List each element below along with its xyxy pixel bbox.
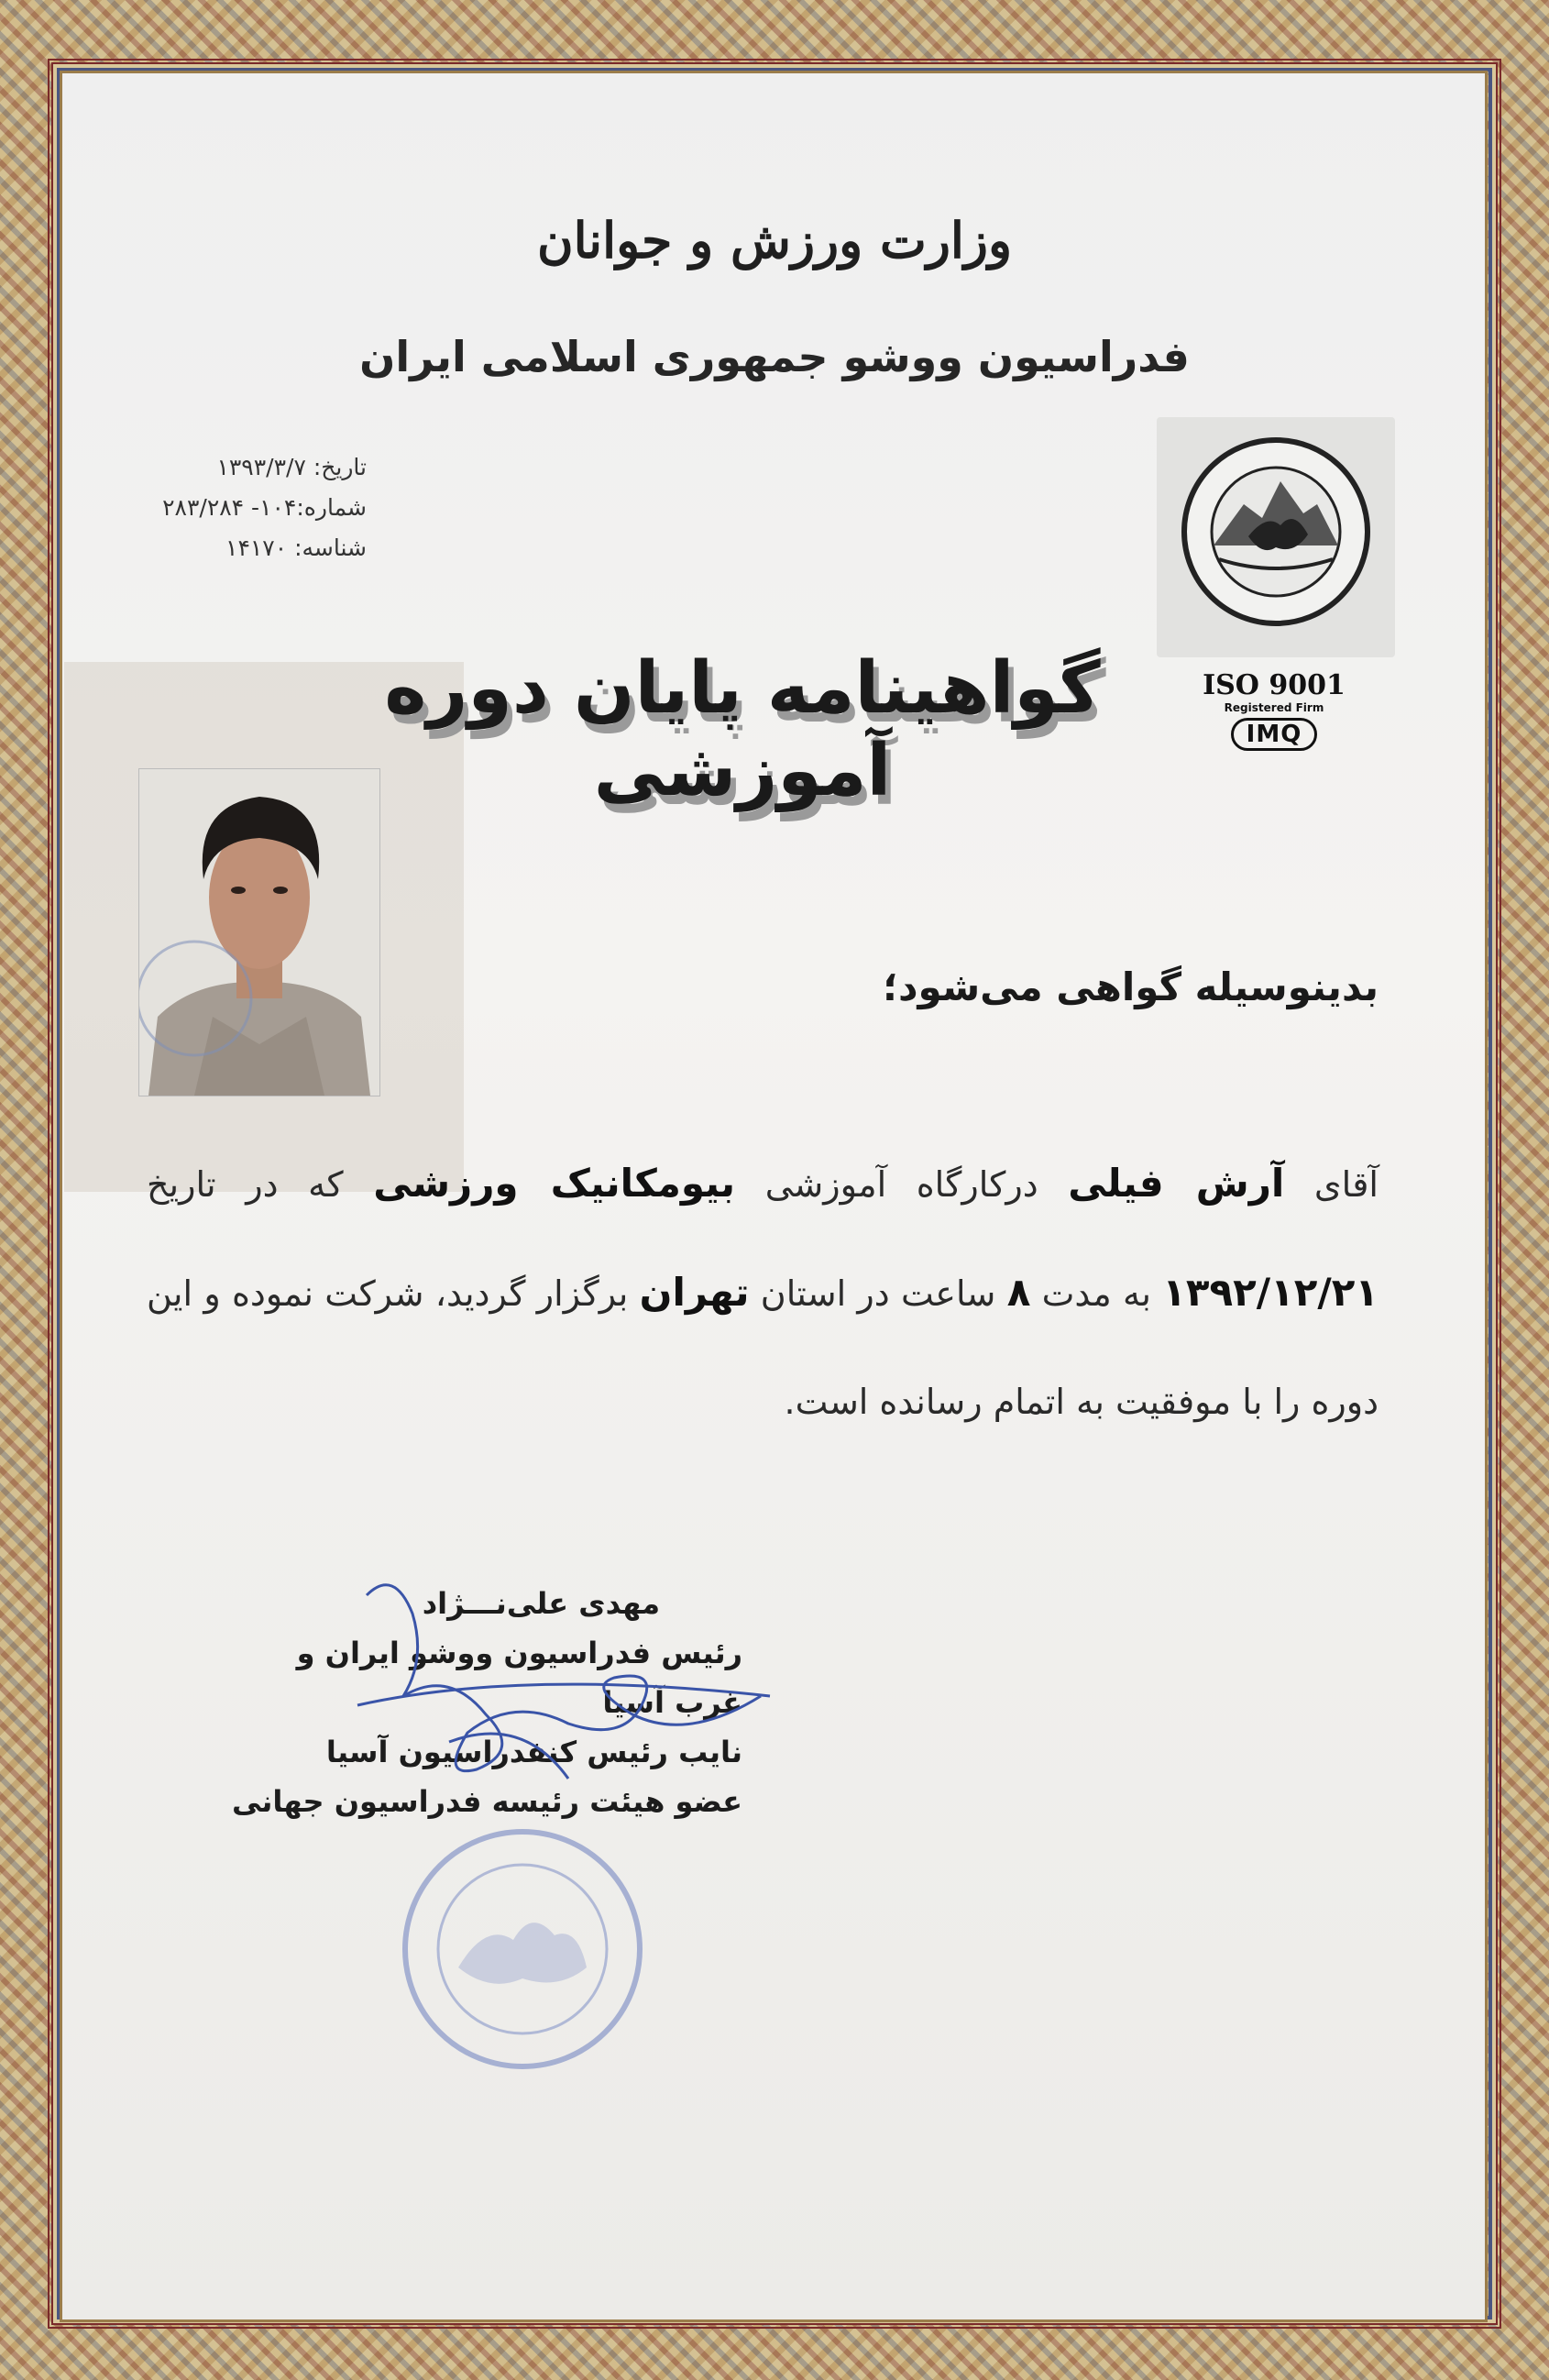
recipient-name: آرش فیلی xyxy=(1068,1161,1285,1206)
iso-registered: Registered Firm xyxy=(1224,701,1324,714)
iso-badge xyxy=(1182,669,1366,751)
body-text-2: درکارگاه آموزشی xyxy=(764,1164,1038,1205)
body-text-6: برگزار گردید، شرکت نموده و این دوره را با موفقیت به اتمام رسانده است. xyxy=(147,1273,1379,1422)
body-text-4: به مدت xyxy=(1041,1273,1151,1314)
iso-title: ISO 9001 xyxy=(1203,669,1346,701)
federation-logo xyxy=(1157,417,1395,657)
course-hours: ۸ xyxy=(1006,1270,1031,1315)
signatory-name: مهدی علی‌نـــژاد xyxy=(422,1586,660,1621)
id-line: شناسه: ۱۴۱۷۰ xyxy=(225,534,367,561)
course-name: بیومکانیک ورزشی xyxy=(373,1161,736,1206)
certificate-body xyxy=(147,1129,1379,1456)
imq-logo: IMQ xyxy=(1231,718,1318,751)
signatory-role-1: رئیس فدراسیون ووشو ایران و غرب آسیا xyxy=(296,1636,742,1720)
body-text-1: آقای xyxy=(1313,1164,1379,1205)
ministry-heading: وزارت ورزش و جوانان xyxy=(536,211,1013,270)
certificate-title: گواهینامه پایان دوره آموزشی xyxy=(384,647,1101,812)
certify-line: بدینوسیله گواهی می‌شود؛ xyxy=(883,964,1379,1009)
province-name: تهران xyxy=(639,1270,750,1315)
handwritten-signature xyxy=(339,1559,779,1797)
signatory-role-3: عضو هیئت رئیسه فدراسیون جهانی xyxy=(232,1784,742,1819)
course-date: ۱۳۹۲/۱۲/۲۱ xyxy=(1162,1270,1379,1315)
body-text-5: ساعت در استان xyxy=(760,1273,996,1314)
date-line: تاریخ: ۱۳۹۳/۳/۷ xyxy=(216,454,367,480)
official-stamp xyxy=(394,1821,651,2077)
document-meta xyxy=(110,447,367,568)
portrait-photo xyxy=(138,768,380,1096)
federation-heading: فدراسیون ووشو جمهوری اسلامی ایران xyxy=(359,332,1190,381)
body-text-3: که در تاریخ xyxy=(147,1164,344,1205)
signatory-role-2: نایب رئیس کنفدراسیون آسیا xyxy=(325,1735,742,1769)
number-line: شماره:۱۰۴- ۲۸۳/۲۸۴ xyxy=(162,494,367,521)
